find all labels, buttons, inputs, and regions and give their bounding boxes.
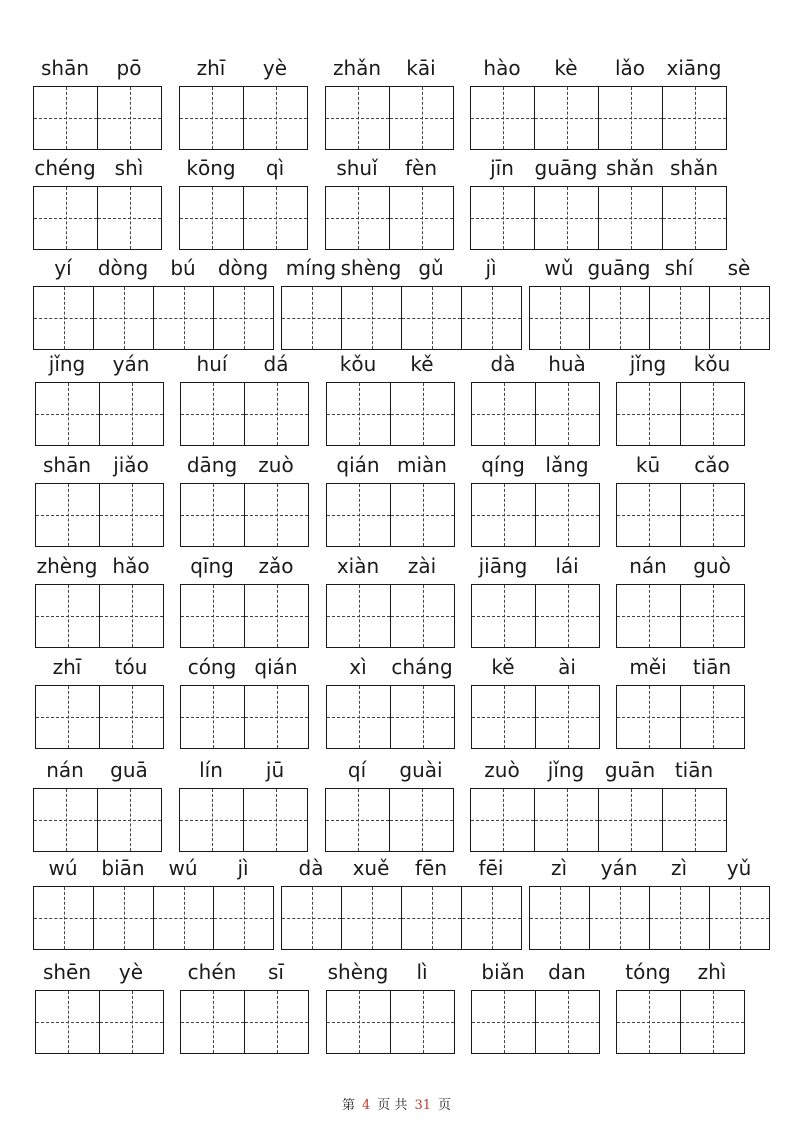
writing-cell [401,286,462,350]
writing-cell [471,584,536,648]
writing-cell [179,788,244,852]
pinyin-label: huí [196,352,228,376]
pinyin-label: zài [407,554,437,578]
writing-cell [243,788,308,852]
writing-cell [470,186,535,250]
pinyin-label: zhī [52,655,82,679]
pinyin-label: qián [336,453,380,477]
writing-cell [389,788,454,852]
pinyin-label: lǎo [614,56,646,80]
writing-cell [598,86,663,150]
pinyin-label: guā [110,758,148,782]
writing-cell [662,86,727,150]
writing-cell [97,186,162,250]
pinyin-label: dāng [186,453,238,477]
pinyin-label: zuò [484,758,520,782]
pinyin-label: kōng [186,156,236,180]
writing-cell [153,286,214,350]
writing-cell [180,483,245,547]
pinyin-label: tiān [674,758,714,782]
writing-cell [461,286,522,350]
writing-cell [243,186,308,250]
pinyin-label: shān [40,56,90,80]
pinyin-label: tóng [625,960,671,984]
writing-cell [243,86,308,150]
pinyin-label: zǎo [258,554,294,578]
pinyin-label: cháng [391,655,453,679]
pinyin-label: zhì [697,960,727,984]
pinyin-label: xiāng [666,56,722,80]
writing-cell [35,584,100,648]
footer-prefix: 第 [342,1098,356,1113]
writing-cell [153,886,214,950]
writing-cell [180,382,245,446]
writing-cell [35,990,100,1054]
writing-cell [179,186,244,250]
pinyin-label: fèn [404,156,438,180]
writing-cell [180,584,245,648]
writing-cell [35,382,100,446]
writing-cell [461,886,522,950]
writing-cell [326,685,391,749]
writing-cell [341,286,402,350]
pinyin-label: wǔ [544,256,574,280]
total-page-number: 31 [414,1098,431,1113]
pinyin-label: qí [347,758,367,782]
writing-cell [529,886,590,950]
pinyin-label: bú [170,256,196,280]
writing-cell [244,382,309,446]
writing-cell [180,990,245,1054]
pinyin-label: tiān [692,655,732,679]
pinyin-label: qíng [481,453,525,477]
pinyin-label: zuò [258,453,294,477]
pinyin-label: dòng [217,256,269,280]
pinyin-label: míng [285,256,337,280]
pinyin-label: biǎn [481,960,525,984]
writing-cell [662,186,727,250]
writing-cell [390,483,455,547]
writing-cell [97,788,162,852]
writing-cell [680,584,745,648]
pinyin-label: kǒu [693,352,731,376]
pinyin-label: sī [268,960,284,984]
pinyin-label: hǎo [112,554,150,578]
pinyin-label: chéng [34,156,96,180]
pinyin-label: cóng [187,655,237,679]
pinyin-label: fēn [414,856,448,880]
pinyin-label: jǐng [547,758,585,782]
pinyin-label: guān [604,758,656,782]
pinyin-label: jīn [490,156,514,180]
writing-cell [33,788,98,852]
pinyin-label: guài [399,758,443,782]
pinyin-label: yǔ [726,856,752,880]
writing-cell [390,382,455,446]
pinyin-label: jiǎo [113,453,149,477]
writing-cell [471,685,536,749]
pinyin-label: jì [237,856,249,880]
writing-cell [535,584,600,648]
pinyin-label: dá [263,352,289,376]
writing-cell [389,186,454,250]
writing-cell [35,685,100,749]
writing-cell [326,382,391,446]
writing-cell [535,483,600,547]
writing-cell [471,990,536,1054]
pinyin-label: sè [727,256,751,280]
writing-cell [616,483,681,547]
writing-cell [662,788,727,852]
pinyin-label: zhèng [36,554,98,578]
pinyin-label: kū [635,453,661,477]
pinyin-label: nán [46,758,84,782]
pinyin-label: ài [558,655,576,679]
writing-cell [99,382,164,446]
writing-cell [325,186,390,250]
pinyin-label: cǎo [694,453,730,477]
pinyin-label: zhǎn [332,56,382,80]
writing-cell [390,584,455,648]
writing-cell [325,788,390,852]
pinyin-label: pō [116,56,142,80]
pinyin-label: dòng [97,256,149,280]
pinyin-label: wú [48,856,78,880]
pinyin-label: shǎn [605,156,655,180]
pinyin-label: kǒu [339,352,377,376]
pinyin-label: shuǐ [336,156,378,180]
pinyin-label: shì [114,156,144,180]
writing-cell [401,886,462,950]
writing-cell [281,886,342,950]
pinyin-label: jiāng [478,554,528,578]
pinyin-label: wú [168,856,198,880]
writing-cell [534,788,599,852]
pinyin-label: yán [600,856,638,880]
writing-cell [534,86,599,150]
page-footer [0,1094,793,1113]
pinyin-label: guāng [534,156,598,180]
writing-cell [99,584,164,648]
writing-cell [470,86,535,150]
pinyin-label: shǎn [669,156,719,180]
pinyin-label: kě [491,655,515,679]
pinyin-label: měi [629,655,667,679]
writing-cell [389,86,454,150]
pinyin-label: yè [118,960,144,984]
writing-cell [244,584,309,648]
pinyin-label: lì [416,960,428,984]
writing-cell [680,483,745,547]
writing-cell [326,990,391,1054]
writing-cell [244,685,309,749]
pinyin-label: dan [548,960,586,984]
writing-cell [326,584,391,648]
writing-cell [589,286,650,350]
pinyin-label: biān [101,856,145,880]
writing-cell [535,990,600,1054]
writing-cell [649,886,710,950]
pinyin-label: yè [262,56,288,80]
pinyin-label: lái [555,554,579,578]
writing-cell [616,382,681,446]
pinyin-label: shèng [340,256,402,280]
pinyin-label: kāi [406,56,436,80]
writing-cell [99,685,164,749]
pinyin-label: shēn [42,960,92,984]
writing-cell [179,86,244,150]
writing-cell [709,286,770,350]
writing-cell [589,886,650,950]
writing-cell [33,286,94,350]
pinyin-label: guāng [587,256,651,280]
writing-cell [471,382,536,446]
writing-cell [534,186,599,250]
pinyin-label: yí [54,256,72,280]
writing-cell [529,286,590,350]
writing-cell [180,685,245,749]
writing-cell [470,788,535,852]
writing-cell [680,382,745,446]
writing-cell [99,990,164,1054]
writing-cell [341,886,402,950]
pinyin-label: zhī [196,56,226,80]
pinyin-label: xuě [352,856,390,880]
writing-cell [471,483,536,547]
pinyin-label: jū [265,758,285,782]
pinyin-label: jǐng [48,352,86,376]
pinyin-label: kě [410,352,434,376]
pinyin-label: lǎng [545,453,589,477]
writing-cell [33,86,98,150]
writing-cell [616,584,681,648]
pinyin-label: xì [349,655,367,679]
writing-cell [325,86,390,150]
writing-cell [213,286,274,350]
writing-cell [33,186,98,250]
pinyin-label: dà [298,856,324,880]
pinyin-label: yán [112,352,150,376]
footer-suffix: 页 [437,1098,451,1113]
writing-cell [244,990,309,1054]
writing-cell [99,483,164,547]
pinyin-label: guò [693,554,731,578]
writing-cell [33,886,94,950]
pinyin-label: kè [554,56,578,80]
writing-cell [616,990,681,1054]
pinyin-label: xiàn [336,554,380,578]
writing-cell [535,685,600,749]
pinyin-label: lín [199,758,223,782]
writing-cell [93,286,154,350]
writing-cell [97,86,162,150]
pinyin-label: qì [265,156,285,180]
current-page-number: 4 [362,1098,371,1113]
writing-cell [535,382,600,446]
pinyin-label: qīng [190,554,234,578]
pinyin-label: tóu [114,655,148,679]
pinyin-label: nán [629,554,667,578]
writing-cell [680,990,745,1054]
writing-cell [598,788,663,852]
pinyin-label: miàn [397,453,447,477]
writing-cell [709,886,770,950]
writing-cell [680,685,745,749]
footer-middle: 页 共 [377,1098,408,1113]
pinyin-label: shí [664,256,694,280]
writing-cell [93,886,154,950]
writing-cell [616,685,681,749]
pinyin-label: shèng [327,960,389,984]
pinyin-label: hào [483,56,521,80]
pinyin-label: jǐng [629,352,667,376]
pinyin-label: qián [254,655,298,679]
writing-cell [326,483,391,547]
writing-cell [281,286,342,350]
pinyin-label: zì [670,856,688,880]
writing-cell [390,685,455,749]
pinyin-label: shān [42,453,92,477]
pinyin-label: gǔ [418,256,444,280]
pinyin-label: fēi [478,856,504,880]
writing-cell [35,483,100,547]
pinyin-label: jì [485,256,497,280]
pinyin-label: huà [548,352,586,376]
writing-cell [390,990,455,1054]
writing-cell [598,186,663,250]
pinyin-label: dà [490,352,516,376]
writing-cell [213,886,274,950]
writing-cell [649,286,710,350]
pinyin-label: chén [187,960,237,984]
pinyin-label: zì [550,856,568,880]
writing-cell [244,483,309,547]
